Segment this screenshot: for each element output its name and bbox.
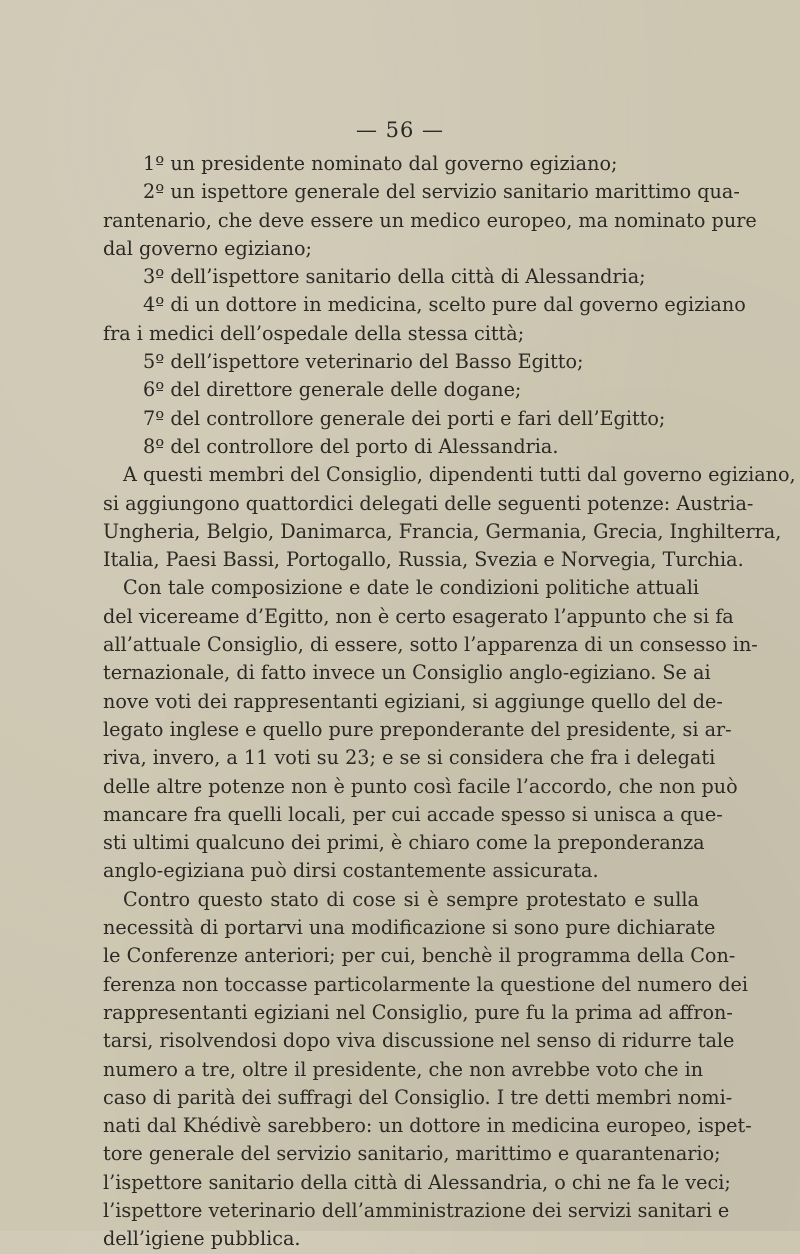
text-line: 6º del direttore generale delle dogane; <box>143 378 522 402</box>
text-line: delle altre potenze non è punto così facile l’accordo, che non può <box>103 774 738 798</box>
text-line: l’ispettore sanitario della città di Alessandria, o chi ne fa le veci; <box>103 1170 731 1194</box>
text-line: dal governo egiziano; <box>103 236 313 260</box>
text-line: 8º del controllore del porto di Alessandria. <box>143 434 559 458</box>
text-line: 2º un ispettore generale del servizio sanitario marittimo qua- <box>143 180 740 204</box>
text-line: del vicereame d’Egitto, non è certo esagerato l’appunto che si fa <box>103 604 734 628</box>
text-line: sti ultimi qualcuno dei primi, è chiaro come la preponderanza <box>103 831 705 855</box>
text-line: rappresentanti egiziani nel Consiglio, pure fu la prima ad affron- <box>103 1000 733 1024</box>
text-line: Con tale composizione e date le condizioni politiche attuali <box>123 576 699 600</box>
text-line: rantenario, che deve essere un medico europeo, ma nominato pure <box>103 208 757 232</box>
text-line: tore generale del servizio sanitario, marittimo e quarantenario; <box>103 1142 721 1166</box>
text-line: mancare fra quelli locali, per cui accade spesso si unisca a que- <box>103 802 723 826</box>
text-line: all’attuale Consiglio, di essere, sotto l’apparenza di un consesso in- <box>103 633 758 657</box>
text-line: si aggiungono quattordici delegati delle seguenti potenze: Austria- <box>103 491 754 515</box>
text-line: fra i medici dell’ospedale della stessa città; <box>103 321 525 345</box>
text-line: legato inglese e quello pure preponderante del presidente, si ar- <box>103 717 732 741</box>
text-line: nati dal Khédivè sarebbero: un dottore in medicina europeo, ispet- <box>103 1114 752 1138</box>
body-text <box>103 150 796 1254</box>
text-line: 4º di un dottore in medicina, scelto pure dal governo egiziano <box>143 293 746 317</box>
text-line: riva, invero, a 11 voti su 23; e se si considera che fra i delegati <box>103 746 716 770</box>
text-line: numero a tre, oltre il presidente, che non avrebbe voto che in <box>103 1057 704 1081</box>
text-line: 5º dell’ispettore veterinario del Basso Egitto; <box>143 350 584 374</box>
text-line: tarsi, risolvendosi dopo viva discussione nel senso di ridurre tale <box>103 1029 735 1053</box>
text-line: nove voti dei rappresentanti egiziani, si aggiunge quello del de- <box>103 689 723 713</box>
text-line: dell’igiene pubblica. <box>103 1227 301 1251</box>
text-line: ferenza non toccasse particolarmente la questione del numero dei <box>103 972 749 996</box>
text-line: 1º un presidente nominato dal governo egiziano; <box>143 152 618 175</box>
page-number: — 56 — <box>355 118 445 142</box>
text-line: 3º dell’ispettore sanitario della città di Alessandria; <box>143 265 646 289</box>
text-line: A questi membri del Consiglio, dipendenti tutti dal governo egiziano, <box>123 463 796 487</box>
text-line: l’ispettore veterinario dell’amministrazione dei servizi sanitari e <box>103 1198 730 1222</box>
text-line: Italia, Paesi Bassi, Portogallo, Russia, Svezia e Norvegia, Turchia. <box>103 548 744 572</box>
text-line: le Conferenze anteriori; per cui, benchè il programma della Con- <box>103 944 736 968</box>
text-line: ternazionale, di fatto invece un Consiglio anglo-egiziano. Se ai <box>103 661 711 685</box>
text-line: caso di parità dei suffragi del Consiglio. I tre detti membri nomi- <box>103 1085 733 1109</box>
text-line: Ungheria, Belgio, Danimarca, Francia, Germania, Grecia, Inghilterra, <box>103 519 782 543</box>
text-line: 7º del controllore generale dei porti e fari dell’Egitto; <box>143 406 666 430</box>
text-line: anglo-egiziana può dirsi costantemente assicurata. <box>103 859 599 883</box>
text-line: necessità di portarvi una modificazione si sono pure dichiarate <box>103 916 716 940</box>
text-line: Contro questo stato di cose si è sempre protestato e sulla <box>123 887 699 911</box>
